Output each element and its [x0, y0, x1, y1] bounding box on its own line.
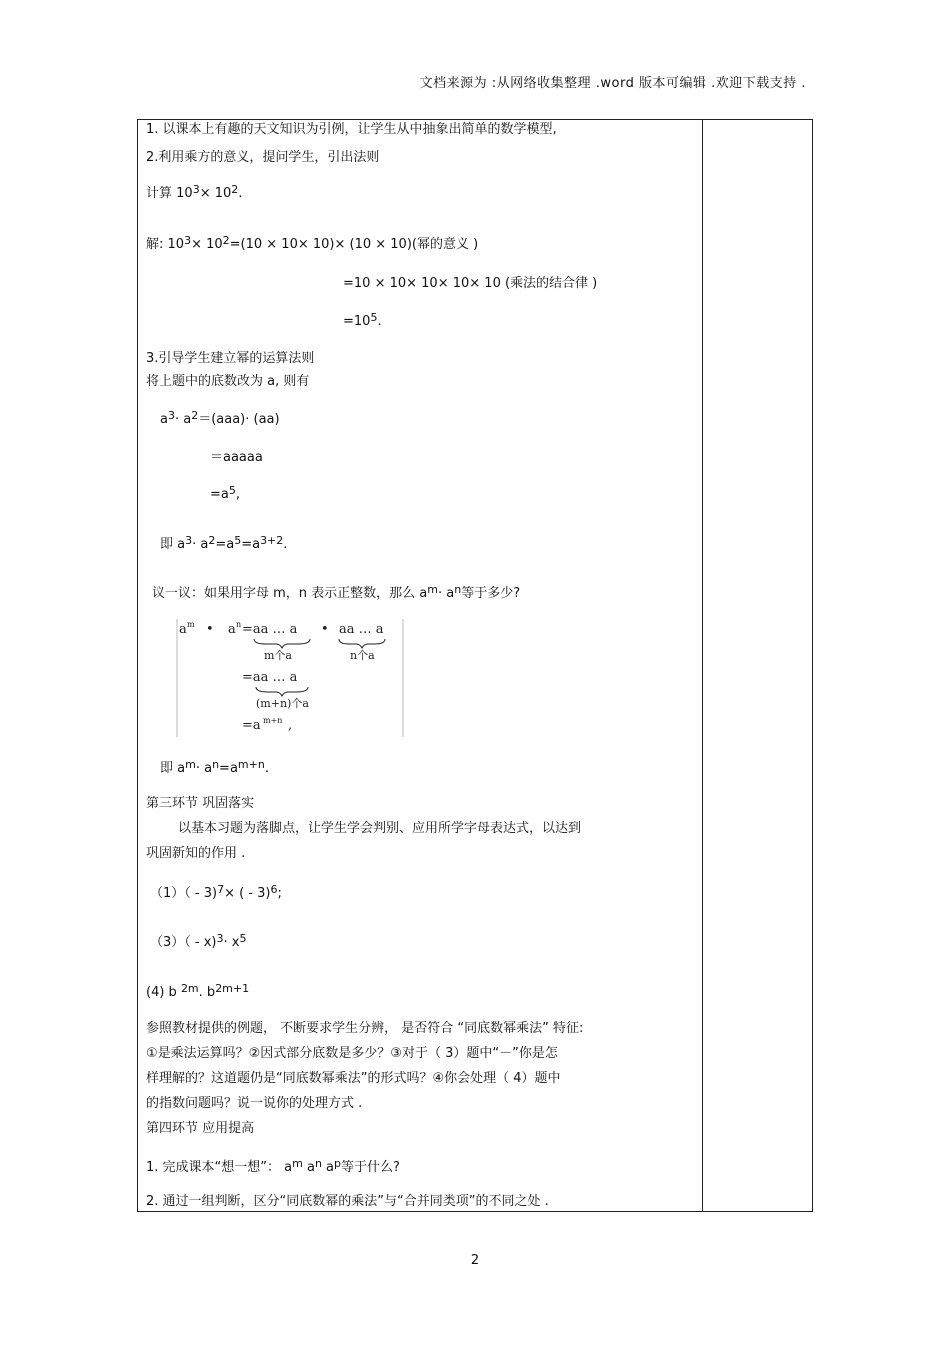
intro-step-1: 1. 以课本上有趣的天文知识为引例，让学生从中抽象出简单的数学模型,: [146, 122, 557, 137]
substitute-base: 将上题中的底数改为 a, 则有: [146, 374, 310, 389]
fig-exp-n: n: [236, 620, 242, 629]
section-3-heading: 第三环节 巩固落实: [146, 796, 255, 811]
section-4-item-1: 1. 完成课本“想一想”： $a^m$ $a^n$ $a^p$等于什么?: [146, 1157, 400, 1175]
fig-brace-n: [339, 639, 385, 648]
calc-prompt: 计算 $10^3\times 10^2$.: [146, 183, 243, 201]
fig-result-exp: m+n: [263, 716, 283, 725]
exercise-4: (4) b $^{2m}$. $b^{2m+1}$: [146, 982, 250, 1000]
lesson-content-cell: [138, 120, 701, 1211]
fig-brace-m-label: m个a: [264, 649, 292, 662]
solution-line-2: =10 × 10× 10× 10× 10 (乘法的结合律 ): [343, 276, 598, 291]
fig-brace-mn: [256, 687, 308, 696]
section-3-intro-cont: 巩固新知的作用 .: [146, 846, 246, 861]
discussion-paragraph-1: 参照教材提供的例题， 不断要求学生分辨， 是否符合 “同底数幂乘法” 特征:: [146, 1021, 584, 1036]
section-3-intro: 以基本习题为落脚点，让学生学会判别、应用所学字母表达式，以达到: [178, 821, 582, 836]
page-number: 2: [470, 1253, 480, 1268]
example-line-2: ＝aaaaa: [210, 450, 263, 465]
example-conclusion: 即 $a^3\cdot a^2=a^5=a^{3+2}$.: [160, 534, 288, 552]
fig-expansion-2: aa … a: [339, 622, 384, 637]
power-derivation-figure: [176, 617, 404, 739]
fig-dot-1: •: [206, 622, 214, 637]
intro-step-2: 2.利用乘方的意义，提问学生，引出法则: [146, 150, 380, 165]
lesson-table: [137, 119, 813, 1212]
general-rule: 即 $a^m\cdot a^n=a^{m+n}$.: [160, 758, 269, 776]
exercise-1: （1）（ - 3)$^7$× ( - 3)$^6$;: [150, 883, 282, 901]
step-3-heading: 3.引导学生建立幂的运算法则: [146, 351, 315, 366]
fig-dot-2: •: [321, 622, 329, 637]
fig-expansion-3: =aa … a: [242, 670, 298, 685]
section-4-item-2: 2. 通过一组判断，区分“同底数幂的乘法”与“合并同类项”的不同之处 .: [146, 1194, 549, 1209]
fig-brace-n-label: n个a: [350, 649, 375, 662]
discussion-question: 议一议：如果用字母 m，n 表示正整数，那么 $a^m\cdot a^n$等于多少?: [152, 583, 521, 601]
example-line-3: $=a^5$,: [210, 484, 240, 502]
fig-term-a: a: [179, 622, 187, 637]
fig-brace-m: [254, 639, 310, 648]
exercise-3: $(3)( - x)^3\cdot x^5$: [150, 932, 247, 950]
discussion-paragraph-4: 的指数问题吗？说一说你的处理方式 .: [146, 1096, 363, 1111]
document-source-header: 文档来源为 :从网络收集整理 .word 版本可编辑 .欢迎下载支持 .: [419, 76, 806, 91]
fig-term-b: a: [228, 622, 236, 637]
discussion-paragraph-3: 样理解的？这道题仍是“同底数幂乘法”的形式吗？④你会处理（ 4）题中: [146, 1071, 561, 1086]
fig-result-comma: ,: [288, 718, 293, 733]
column-divider: [702, 120, 703, 1211]
example-line-1: $a^3\cdot a^2=(aaa)\cdot (aa)$: [160, 409, 280, 427]
fig-brace-mn-label: (m+n)个a: [256, 697, 309, 710]
fig-result: =a: [242, 718, 261, 733]
solution-line-1: 解: $10^3\times 10^2=(10 \times 10\times 10)\times (10 \times 10)$(幂的意义 ): [146, 234, 479, 252]
fig-exp-m: m: [187, 620, 195, 629]
fig-expansion-1: =aa … a: [242, 622, 298, 637]
section-4-heading: 第四环节 应用提高: [146, 1121, 255, 1136]
discussion-paragraph-2: ①是乘法运算吗？②因式部分底数是多少？③对于（ 3）题中“－”你是怎: [146, 1046, 558, 1061]
solution-line-3: $=10^5$.: [343, 311, 382, 329]
